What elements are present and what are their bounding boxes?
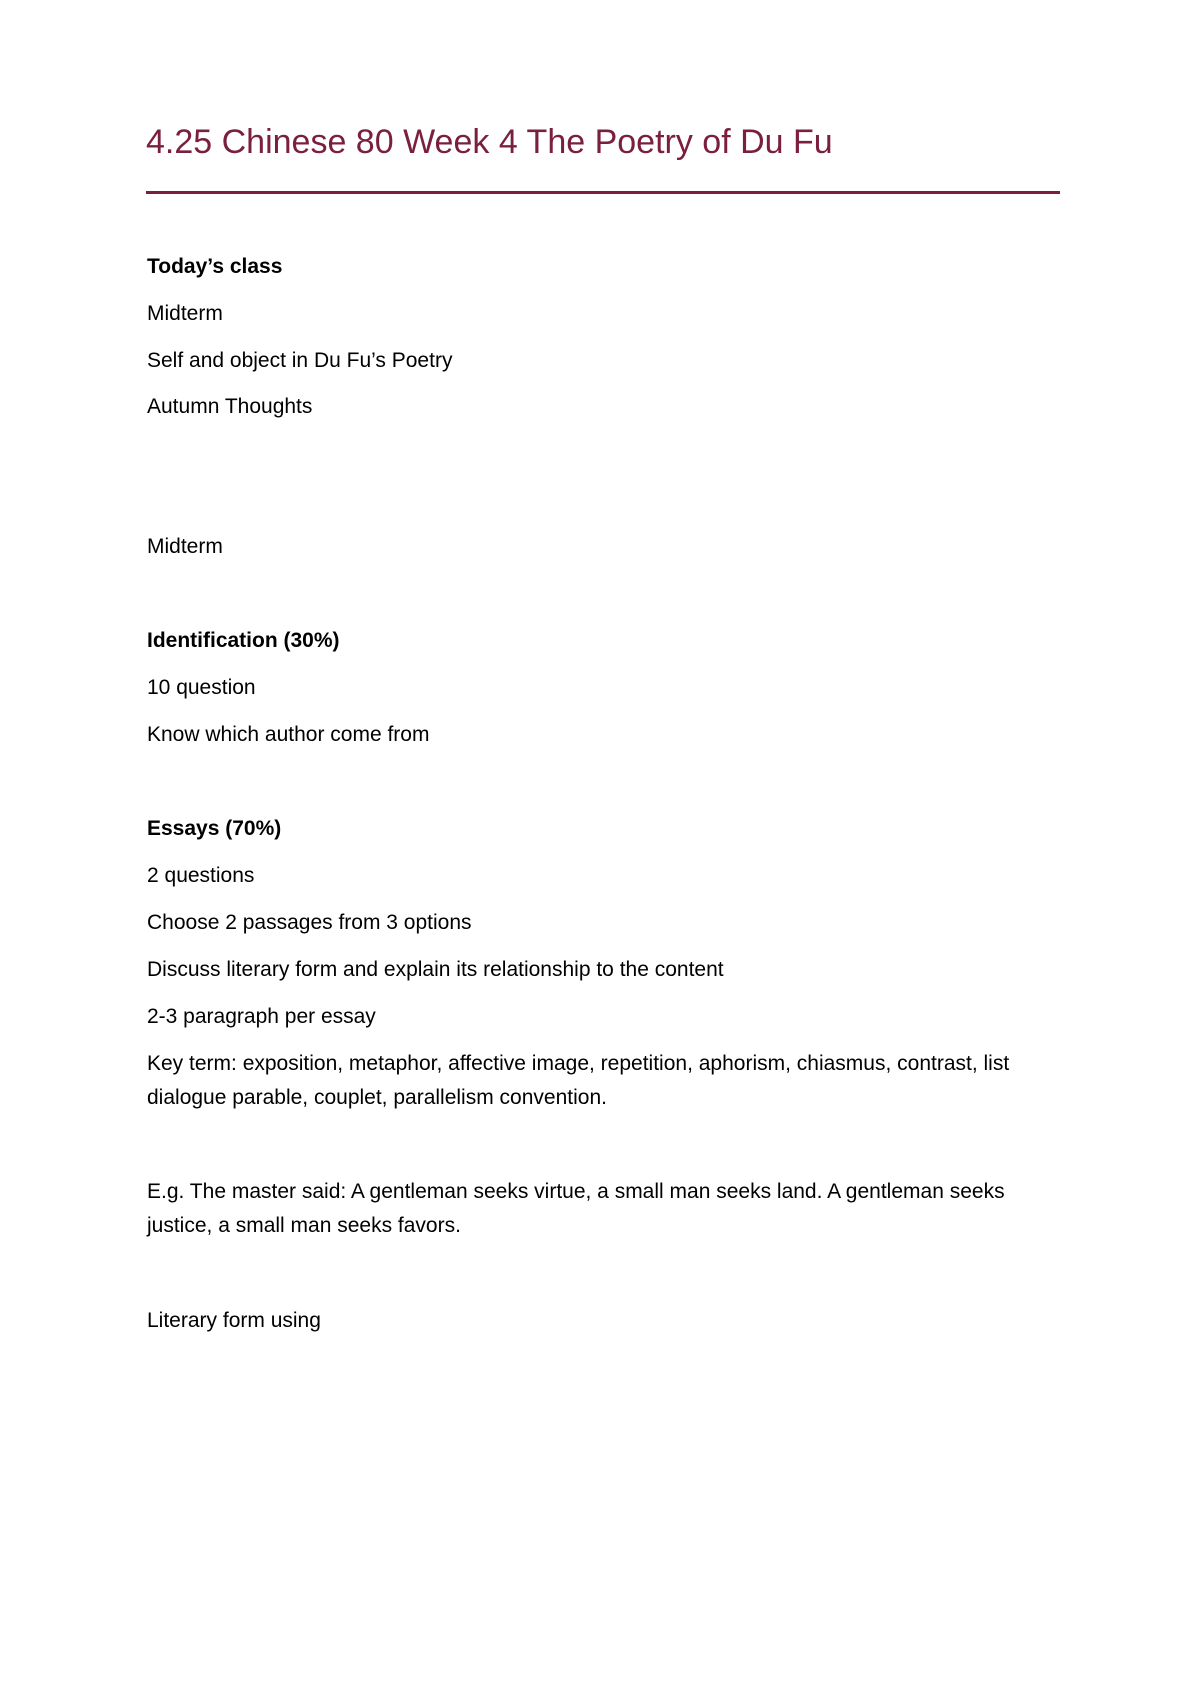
literary-form-line: Literary form using <box>147 1309 321 1332</box>
essays-key-terms: Key term: exposition, metaphor, affective image, repetition, aphorism, chiasmus, contrast, list dialogue parable, couplet, parallelism convention. <box>147 1052 1010 1109</box>
identification-line-question-count: 10 question <box>147 676 256 699</box>
essays-line-passages: Choose 2 passages from 3 options <box>147 911 472 934</box>
identification-line-author: Know which author come from <box>147 723 430 746</box>
essays-line-literary-form: Discuss literary form and explain its relationship to the content <box>147 958 724 981</box>
page-title: 4.25 Chinese 80 Week 4 The Poetry of Du Fu <box>146 123 833 161</box>
overview-item-autumn-thoughts: Autumn Thoughts <box>147 395 313 418</box>
todays-class-heading: Today’s class <box>147 255 283 278</box>
essays-line-question-count: 2 questions <box>147 864 255 887</box>
identification-heading: Identification (30%) <box>147 629 340 652</box>
essays-heading: Essays (70%) <box>147 817 282 840</box>
overview-item-midterm: Midterm <box>147 302 223 325</box>
title-underline <box>146 191 1060 194</box>
essays-line-paragraphs: 2-3 paragraph per essay <box>147 1005 376 1028</box>
overview-item-self-and-object: Self and object in Du Fu’s Poetry <box>147 349 453 372</box>
example-quote: E.g. The master said: A gentleman seeks virtue, a small man seeks land. A gentleman seeks justice, a small man seeks favors. <box>147 1180 1005 1237</box>
midterm-heading: Midterm <box>147 535 223 558</box>
